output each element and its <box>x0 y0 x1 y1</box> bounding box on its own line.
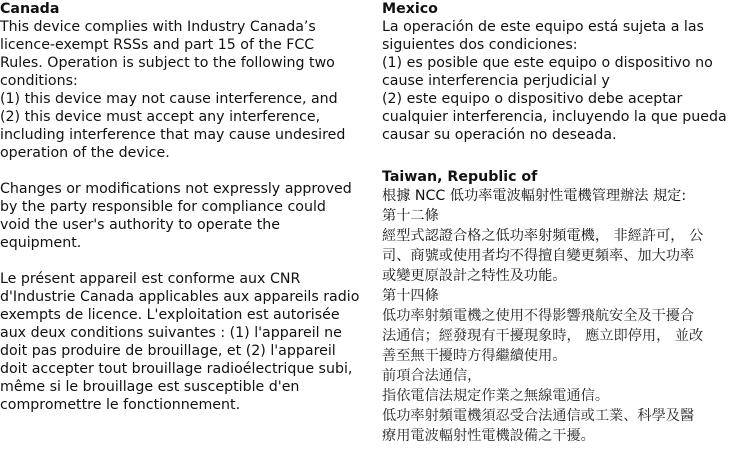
text-line: compromettre le fonctionnement. <box>0 397 241 413</box>
text-line: doit accepter tout brouillage radioélectrique subi, <box>0 361 353 377</box>
text-line: licence-exempt RSSs and part 15 of the FCC <box>0 37 315 53</box>
text-line: This device complies with Industry Canada’s <box>0 19 316 35</box>
text-line: including interference that may cause undesired <box>0 127 346 143</box>
text-line: 療用電波輻射性電機設備之干擾。 <box>382 428 595 444</box>
text-line: equipment. <box>0 235 82 251</box>
text-line: 善至無干擾時方得繼續使用。 <box>382 348 567 364</box>
text-line: exempts de licence. L'exploitation est autorisée <box>0 307 340 323</box>
text-line: 法通信；經發現有干擾現象時， 應立即停用， 並改 <box>382 328 704 344</box>
text-line: 或變更原設計之特性及功能。 <box>382 268 567 284</box>
text-line: void the user's authority to operate the <box>0 217 281 233</box>
text-line: (2) este equipo o dispositivo debe aceptar <box>382 91 683 107</box>
text-line: aux deux conditions suivantes : (1) l'appareil ne <box>0 325 342 341</box>
text-line: operation of the device. <box>0 145 170 161</box>
text-line: siguientes dos condiciones: <box>382 37 578 53</box>
canada-title: Canada <box>0 1 60 17</box>
taiwan-heading: 根據 NCC 低功率電波輻射性電機管理辦法 規定: <box>382 188 687 204</box>
text-line: 指依電信法規定作業之無線電通信。 <box>382 388 610 404</box>
text-line: cualquier interferencia, incluyendo la que pueda <box>382 109 727 125</box>
text-line: conditions: <box>0 73 78 89</box>
canada-french-paragraph <box>0 270 365 414</box>
text-line: 前項合法通信， <box>382 368 482 384</box>
article-12-text <box>382 226 733 286</box>
text-line: Changes or modifications not expressly approved <box>0 181 352 197</box>
text-line: Le présent appareil est conforme aux CNR <box>0 271 301 287</box>
text-line: (2) this device must accept any interference, <box>0 109 321 125</box>
taiwan-section <box>382 168 733 446</box>
text-line: 低功率射頻電機之使用不得影響飛航安全及干擾合 <box>382 308 695 324</box>
text-line: La operación de este equipo está sujeta a las <box>382 19 704 35</box>
text-line: même si le brouillage est susceptible d'en <box>0 379 300 395</box>
mexico-title: Mexico <box>382 1 438 17</box>
mexico-section <box>382 0 733 144</box>
article-12-title: 第十二條 <box>382 208 439 224</box>
text-line: cause interferencia perjudicial y <box>382 73 610 89</box>
article-14-title: 第十四條 <box>382 288 439 304</box>
text-line: 司、商號或使用者均不得擅自變更頻率、加大功率 <box>382 248 695 264</box>
text-line: (1) this device may not cause interference, and <box>0 91 338 107</box>
text-line: by the party responsible for compliance could <box>0 199 326 215</box>
mexico-paragraph <box>382 18 733 144</box>
text-line: causar su operación no deseada. <box>382 127 617 143</box>
canada-modifications-paragraph <box>0 180 365 252</box>
text-line: (1) es posible que este equipo o dispositivo no <box>382 55 713 71</box>
text-line: 經型式認證合格之低功率射頻電機， 非經許可， 公 <box>382 228 704 244</box>
right-column <box>382 0 733 446</box>
text-line: d'Industrie Canada applicables aux appareils radio <box>0 289 360 305</box>
article-14-text <box>382 306 733 446</box>
taiwan-title: Taiwan, Republic of <box>382 169 538 185</box>
canada-section <box>0 0 365 414</box>
text-line: doit pas produire de brouillage, et (2) l'appareil <box>0 343 336 359</box>
text-line: 低功率射頻電機須忍受合法通信或工業、科學及醫 <box>382 408 695 424</box>
text-line: Rules. Operation is subject to the following two <box>0 55 335 71</box>
canada-compliance-paragraph <box>0 18 365 162</box>
